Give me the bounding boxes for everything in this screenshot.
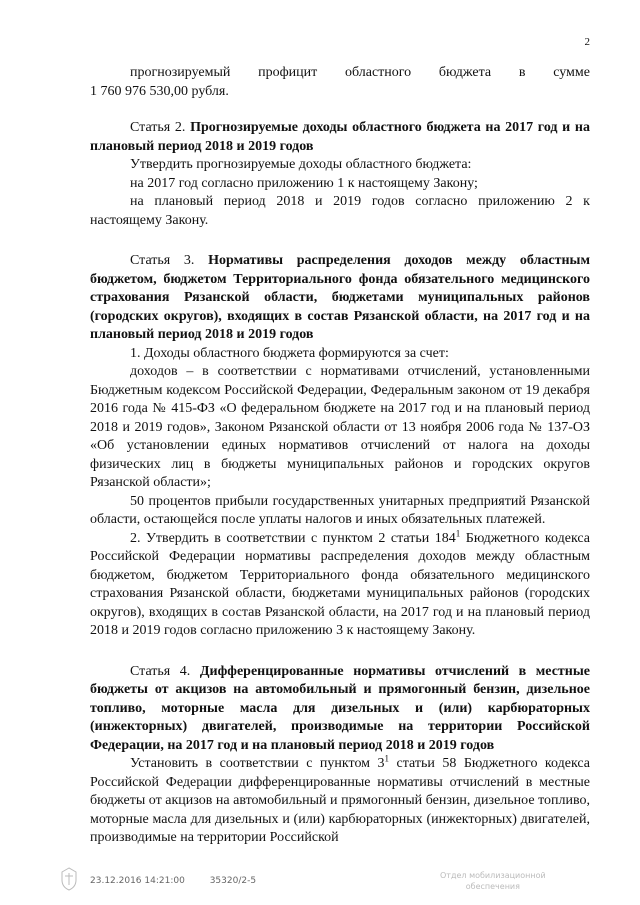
article2-title: Прогнозируемые доходы областного бюджета на 2017 год и на плановый период 2018 и 2019 годов [90, 120, 590, 154]
article3-p3: 50 процентов прибыли государственных унитарных предприятий Рязанской области, остающейся после уплаты налогов и иных обязательных платежей. [90, 493, 590, 527]
article3-p4-start: 2. Утвердить в соответствии с пунктом 2 статьи 184 [130, 530, 456, 546]
footer-doc-id: 35320/2-5 [209, 876, 257, 886]
article2-label: Статья 2. [130, 120, 186, 135]
article3-p2: доходов – в соответствии с нормативами отчислений, установленными Бюджетным кодексом Российской Федерации, Федеральным законом от 19 декабря 2016 года № 415-ФЗ «О федеральном бюджете на 2017 год и на плановый период 2018 и 2019 годов», Законом Рязанской области от 13 ноября 2006 года № 137-ОЗ «Об установлении единых нормативов отчислений от налога на доходы физических лиц в бюджеты муниципальных районов и городских округов Рязанской области»; [90, 364, 590, 490]
footer [90, 876, 278, 886]
footer-stamp-line2: обеспечения [465, 882, 520, 891]
article4-p1-end: статьи 58 Бюджетного кодекса Российской Федерации дифференцированные нормативы отчислений в местные бюджеты от акцизов на автомобильный и прямогонный бензин, дизельное топливо, моторные масла для дизельных и (или) карбюраторных (инжекторных) двигателей, производимые на территории Российской [90, 756, 591, 845]
article3-p1: 1. Доходы областного бюджета формируются за счет: [130, 345, 449, 361]
article2-p1: Утвердить прогнозируемые доходы областного бюджета: [130, 157, 472, 172]
spacer [90, 230, 590, 252]
intro-text1: прогнозируемый профицит областного бюджета в сумме [130, 65, 590, 80]
article2-p2: на 2017 год согласно приложению 1 к настоящему Закону; [130, 175, 478, 191]
article2-p3: на плановый период 2018 и 2019 годов согласно приложению 2 к настоящему Закону. [90, 194, 590, 228]
article3-title: Нормативы распределения доходов между областным бюджетом, бюджетом Территориального фонда обязательного медицинского страхования Рязанской области, бюджетами муниципальных районов (городских округов), входящих в состав Рязанской области, на 2017 год и на плановый период 2018 и 2019 годов [90, 253, 590, 342]
spacer [90, 101, 590, 119]
intro-line2: 1 760 976 530,00 рубля. [90, 83, 229, 99]
article3-heading [90, 252, 590, 345]
spacer [90, 641, 590, 663]
page-number: 2 [584, 36, 590, 48]
article4-heading [90, 663, 590, 756]
article4-title: Дифференцированные нормативы отчислений в местные бюджеты от акцизов на автомобильный и прямогонный бензин, дизельное топливо, моторные масла для дизельных и (или) карбюраторных (инжекторных) двигателей, производимые на территории Российской Федерации, на 2017 год и на плановый период 2018 и 2019 годов [90, 663, 590, 753]
intro-line1 [90, 64, 590, 83]
footer-stamp [440, 870, 546, 892]
article3-p4-sup: 1 [455, 527, 461, 538]
article3-label: Статья 3. [130, 253, 195, 268]
article4-label: Статья 4. [130, 663, 191, 679]
document-body [90, 64, 590, 848]
article4-p1-start: Установить в соответствии с пунктом 3 [130, 756, 385, 771]
footer-stamp-line1: Отдел мобилизационной [440, 871, 546, 880]
article4-p1 [90, 755, 590, 848]
article2-heading [90, 119, 590, 156]
emblem-icon [58, 866, 80, 892]
article3-p4 [90, 527, 590, 641]
article3-p4-end: Бюджетного кодекса Российской Федерации нормативы распределения доходов между областным бюджетом, бюджетом Территориального фонда обязательного медицинского страхования Рязанской области, бюджетами муниципальных районов (городских округов), входящих в состав Рязанской области, на 2017 год и на плановый период 2018 и 2019 годов согласно приложению 3 к настоящему Закону. [90, 530, 590, 638]
footer-datetime: 23.12.2016 14:21:00 [90, 876, 185, 886]
article4-p1-sup: 1 [384, 753, 390, 764]
